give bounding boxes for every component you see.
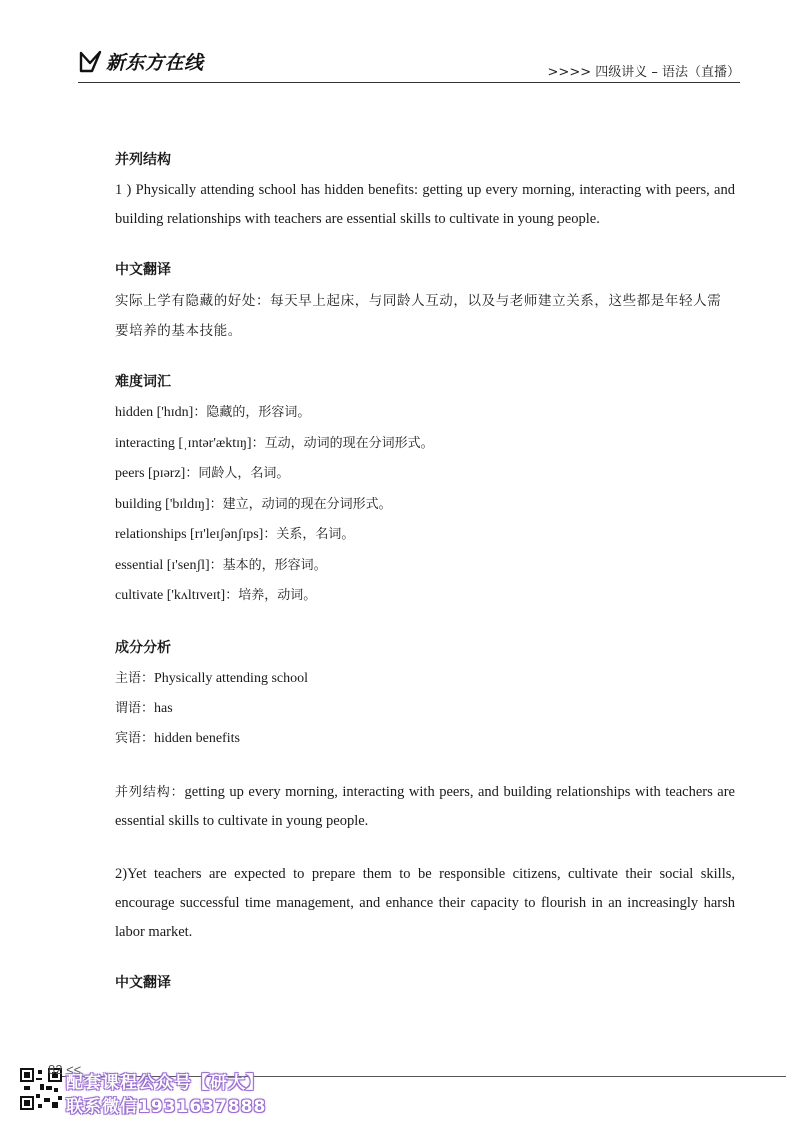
watermark-line-1: 配套课程公众号【研大】 xyxy=(66,1073,264,1093)
header-title: >>>> 四级讲义 – 语法（直播） xyxy=(547,65,740,80)
component-item xyxy=(115,724,735,754)
vocab-definition: ：关系，名词。 xyxy=(263,527,355,542)
watermark-line-2: 联系微信1931637888 xyxy=(66,1097,267,1117)
component-label: 谓语： xyxy=(115,700,155,716)
vocab-definition: ：同龄人，名词。 xyxy=(185,466,290,481)
page-footer xyxy=(0,1060,800,1125)
vocab-word: hidden ['hɪdn] xyxy=(115,405,194,420)
vocab-definition: ：培养，动词。 xyxy=(225,588,317,603)
example-sentence-2: 2)Yet teachers are expected to prepare them to be responsible citizens, cultivate their social skills, encourage successful time management, and enhance their capacity to flourish in an increasingly harsh labor market. xyxy=(115,865,735,940)
component-value: hidden benefits xyxy=(154,730,240,746)
vocab-word: essential [ɪ'senʃl] xyxy=(115,557,210,573)
translation-heading: 中文翻译 xyxy=(115,262,171,278)
main-content xyxy=(115,150,735,993)
vocab-word: building ['bɪldɪŋ] xyxy=(115,496,210,512)
component-value: has xyxy=(154,700,173,716)
parallel-heading: 并列结构 xyxy=(115,152,171,168)
vocab-item xyxy=(115,490,735,521)
vocab-definition: ：基本的，形容词。 xyxy=(209,557,327,573)
component-label: 主语： xyxy=(115,670,155,686)
vocab-item xyxy=(115,581,735,612)
vocab-item xyxy=(115,551,735,582)
component-item xyxy=(115,694,735,724)
analysis-heading: 成分分析 xyxy=(115,639,171,656)
vocab-definition: ：互动，动词的现在分词形式。 xyxy=(251,435,434,451)
vocab-definition: ：建立，动词的现在分词形式。 xyxy=(209,496,392,512)
logo-icon xyxy=(78,49,104,75)
header-divider xyxy=(78,82,740,83)
component-label: 宾语： xyxy=(115,730,155,746)
parallel-analysis xyxy=(115,778,735,836)
vocab-word: interacting [ˌɪntər'æktɪŋ] xyxy=(115,435,252,451)
component-list xyxy=(115,664,735,754)
logo-text: 新东方在线 xyxy=(106,52,204,74)
translation-heading-2: 中文翻译 xyxy=(115,974,171,991)
vocab-definition: ：隐藏的，形容词。 xyxy=(193,405,311,420)
vocab-item xyxy=(115,429,735,460)
component-value: Physically attending school xyxy=(154,670,308,686)
vocab-word: peers [pɪərz] xyxy=(115,466,186,481)
vocab-heading: 难度词汇 xyxy=(115,374,171,390)
brand-logo xyxy=(78,48,204,75)
translation-text: 实际上学有隐藏的好处：每天早上起床，与同龄人互动，以及与老师建立关系，这些都是年轻人需要培养的基本技能。 xyxy=(115,293,722,339)
vocab-item xyxy=(115,459,735,490)
component-item xyxy=(115,664,735,694)
vocab-word: relationships [rɪ'leɪʃənʃɪps] xyxy=(115,527,264,542)
vocab-list xyxy=(115,398,735,612)
page-number: 82 << xyxy=(48,1062,82,1077)
vocab-item xyxy=(115,520,735,551)
parallel-label: 并列结构： xyxy=(115,784,185,800)
vocab-word: cultivate ['kʌltɪveɪt] xyxy=(115,588,226,603)
example-sentence-1: 1 ) Physically attending school has hidden benefits: getting up every morning, interacting with peers, and building relationships with teachers are essential skills to cultivate in young people. xyxy=(115,182,735,227)
parallel-text: getting up every morning, interacting with peers, and building relationships with teachers are essential skills to cultivate in young people. xyxy=(115,783,735,829)
page-header xyxy=(78,46,740,84)
vocab-item xyxy=(115,398,735,429)
